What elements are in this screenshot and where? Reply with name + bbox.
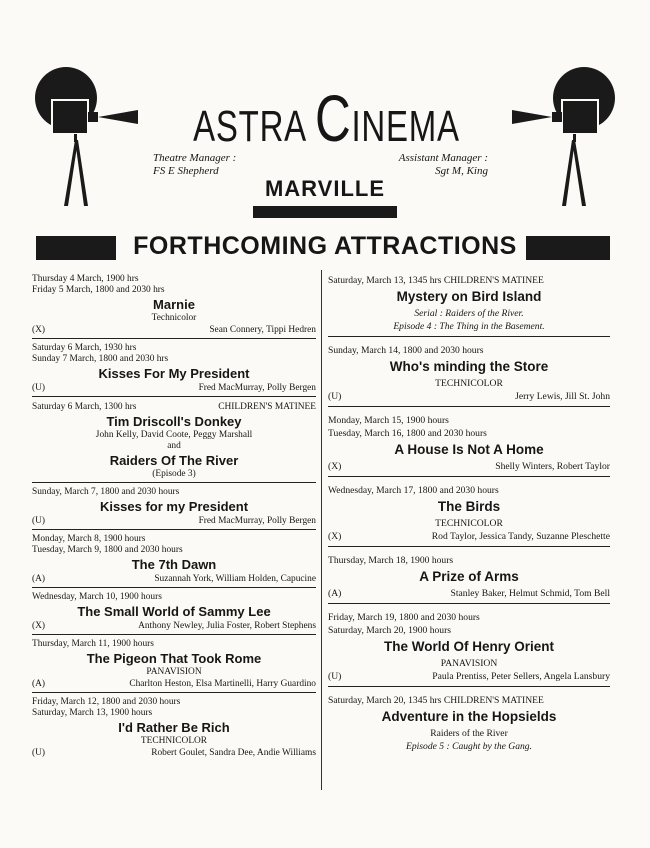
rating: (A) bbox=[32, 679, 46, 689]
listing: Monday, March 15, 1900 hours Tuesday, March 16, 1800 and 2030 hours A House Is Not A Home (X) Shelly Winters, Robert Taylor bbox=[328, 414, 610, 477]
listing: Saturday, March 20, 1345 hrs CHILDREN'S MATINEE Adventure in the Hopsields Raiders of the River Episode 5 : Caught by the Gang. bbox=[328, 694, 610, 756]
left-column bbox=[32, 274, 316, 765]
decorative-bar bbox=[253, 206, 397, 218]
rating: (A) bbox=[328, 588, 342, 599]
listing: Sunday, March 14, 1800 and 2030 hours Who's minding the Store TECHNICOLOR (U) Jerry Lewis, Jill St. John bbox=[328, 344, 610, 407]
rating: (U) bbox=[32, 516, 46, 526]
assistant-manager: Assistant Manager : Sgt M, King bbox=[398, 152, 488, 177]
film-title: A Prize of Arms bbox=[419, 569, 519, 584]
listing: Wednesday, March 10, 1900 hours The Small World of Sammy Lee (X) Anthony Newley, Julia Foster, Robert Stephens bbox=[32, 592, 316, 635]
cast: Sean Connery, Tippi Hedren bbox=[209, 325, 316, 335]
right-column bbox=[328, 274, 610, 763]
film-title: I'd Rather Be Rich bbox=[118, 720, 230, 735]
cast: Fred MacMurray, Polly Bergen bbox=[198, 383, 316, 393]
listing: Thursday 4 March, 1900 hrs Friday 5 March, 1800 and 2030 hrs Marnie Technicolor (X) Sean Connery, Tippi Hedren bbox=[32, 274, 316, 339]
section-title: FORTHCOMING ATTRACTIONS bbox=[133, 232, 517, 260]
rating: (U) bbox=[328, 391, 342, 402]
location-heading: MARVILLE bbox=[264, 176, 386, 201]
cast: Robert Goulet, Sandra Dee, Andie Williams bbox=[151, 748, 316, 758]
decorative-bar bbox=[526, 236, 610, 260]
listing: Friday, March 19, 1800 and 2030 hours Saturday, March 20, 1900 hours The World Of Henry Orient PANAVISION (U) Paula Prentiss, Peter Sellers, Angela Lansbury bbox=[328, 611, 610, 687]
film-title: The Birds bbox=[437, 499, 501, 514]
film-title: The 7th Dawn bbox=[131, 557, 217, 572]
listing: Wednesday, March 17, 1800 and 2030 hours The Birds TECHNICOLOR (X) Rod Taylor, Jessica Tandy, Suzanne Pleschette bbox=[328, 484, 610, 547]
film-title: Marnie bbox=[153, 297, 195, 312]
cinema-title: ASTRA CINEMA bbox=[193, 81, 460, 155]
film-title: The Pigeon That Took Rome bbox=[86, 651, 262, 666]
rating: (X) bbox=[32, 325, 46, 335]
cast: Fred MacMurray, Polly Bergen bbox=[198, 516, 316, 526]
decorative-bar bbox=[36, 236, 116, 260]
cast: Rod Taylor, Jessica Tandy, Suzanne Pleschette bbox=[431, 531, 610, 542]
film-title: Mystery on Bird Island bbox=[396, 289, 542, 304]
rating: (U) bbox=[328, 671, 342, 682]
cast: Charlton Heston, Elsa Martinelli, Harry Guardino bbox=[129, 679, 316, 689]
rating: (U) bbox=[32, 748, 46, 758]
theatre-manager: Theatre Manager : FS E Shepherd bbox=[153, 152, 237, 177]
film-title: Tim Driscoll's Donkey bbox=[106, 414, 242, 429]
cast: Shelly Winters, Robert Taylor bbox=[495, 461, 610, 472]
listing: Thursday, March 11, 1900 hours The Pigeon That Took Rome PANAVISION (A) Charlton Heston, Elsa Martinelli, Harry Guardino bbox=[32, 639, 316, 693]
film-projector-icon bbox=[500, 60, 620, 210]
rating: (X) bbox=[328, 531, 342, 542]
listing: Monday, March 8, 1900 hours Tuesday, March 9, 1800 and 2030 hours The 7th Dawn (A) Suzannah York, William Holden, Capucine bbox=[32, 534, 316, 588]
rating: (X) bbox=[328, 461, 342, 472]
rating: (U) bbox=[32, 383, 46, 393]
film-title: Raiders Of The River bbox=[109, 453, 239, 468]
cast: Anthony Newley, Julia Foster, Robert Stephens bbox=[138, 621, 316, 631]
rating: (X) bbox=[32, 621, 46, 631]
film-title: Kisses For My President bbox=[98, 366, 250, 381]
listing: Saturday 6 March, 1930 hrs Sunday 7 March, 1800 and 2030 hrs Kisses For My President (U) Fred MacMurray, Polly Bergen bbox=[32, 343, 316, 397]
listing: Friday, March 12, 1800 and 2030 hours Saturday, March 13, 1900 hours I'd Rather Be Rich TECHNICOLOR (U) Robert Goulet, Sandra Dee, Andie Williams bbox=[32, 697, 316, 758]
column-divider bbox=[321, 270, 322, 790]
cast: Paula Prentiss, Peter Sellers, Angela Lansbury bbox=[432, 671, 610, 682]
film-title: Who's minding the Store bbox=[389, 359, 549, 374]
cast: Jerry Lewis, Jill St. John bbox=[515, 391, 610, 402]
film-projector-icon bbox=[30, 60, 150, 210]
film-title: Adventure in the Hopsields bbox=[381, 709, 557, 724]
cast: Suzannah York, William Holden, Capucine bbox=[154, 574, 316, 584]
cast: Stanley Baker, Helmut Schmid, Tom Bell bbox=[450, 588, 610, 599]
rating: (A) bbox=[32, 574, 46, 584]
listing: Thursday, March 18, 1900 hours A Prize of Arms (A) Stanley Baker, Helmut Schmid, Tom Bell bbox=[328, 554, 610, 604]
film-title: Kisses for my President bbox=[99, 499, 249, 514]
film-title: The World Of Henry Orient bbox=[383, 639, 554, 654]
film-title: A House Is Not A Home bbox=[394, 442, 544, 457]
listing: Saturday, March 13, 1345 hrs CHILDREN'S MATINEE Mystery on Bird Island Serial : Raiders of the River. Episode 4 : The Thing in the Basement. bbox=[328, 274, 610, 337]
film-title: The Small World of Sammy Lee bbox=[77, 604, 271, 619]
listing: Sunday, March 7, 1800 and 2030 hours Kisses for my President (U) Fred MacMurray, Polly Bergen bbox=[32, 487, 316, 530]
listing: Saturday 6 March, 1300 hrs CHILDREN'S MATINEE Tim Driscoll's Donkey John Kelly, David Coote, Peggy Marshall and Raiders Of The River (Episode 3) bbox=[32, 401, 316, 483]
